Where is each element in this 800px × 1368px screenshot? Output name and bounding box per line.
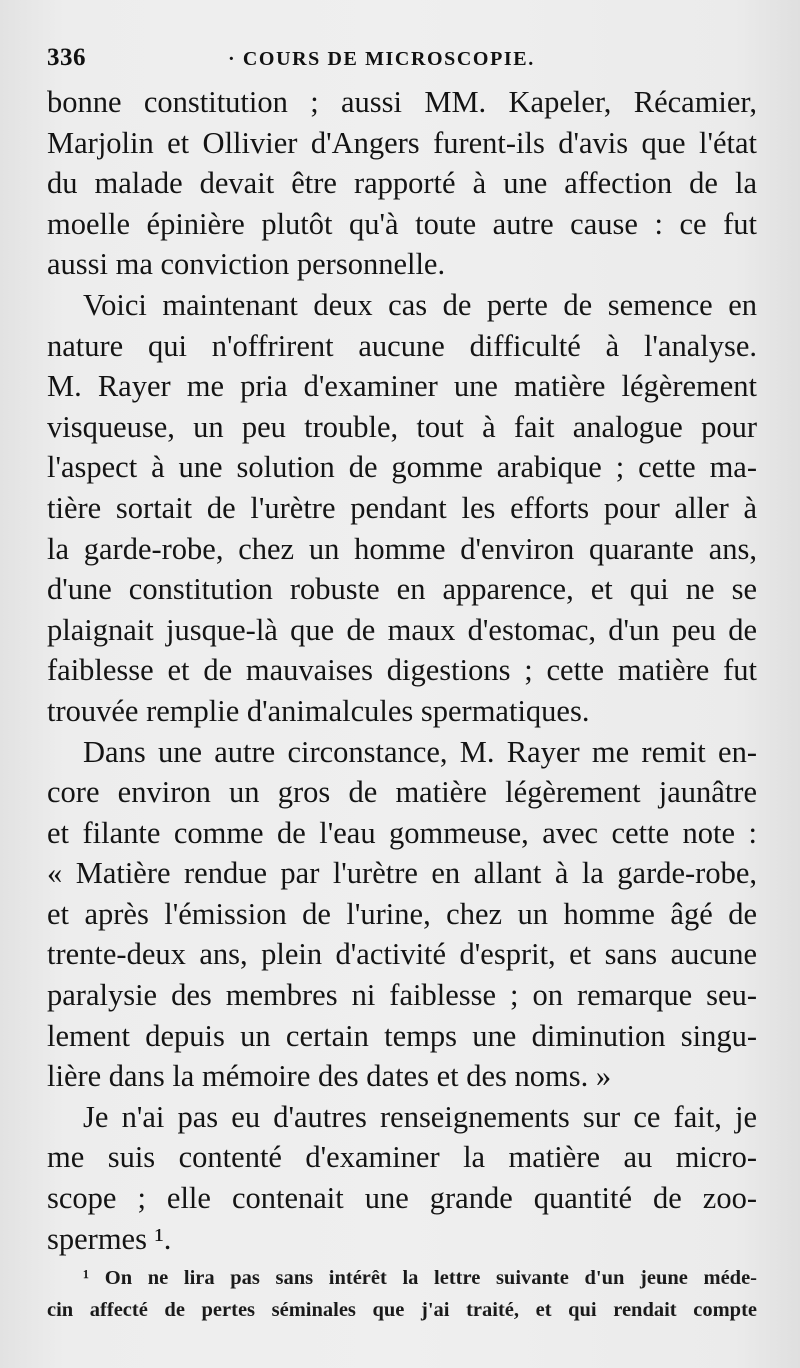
text-line: et filante comme de l'eau gommeuse, avec cette note : <box>47 815 757 850</box>
paragraph <box>47 1097 757 1259</box>
text-line: paralysie des membres ni faiblesse ; on remarque seu- <box>47 978 757 1013</box>
text-line: me suis contenté d'examiner la matière au micro- <box>47 1140 757 1175</box>
text-line: M. Rayer me pria d'examiner une matière légèrement <box>47 369 757 404</box>
paragraph <box>47 285 757 732</box>
footnote-line: cin affecté de pertes séminales que j'ai traité, et qui rendait compte <box>47 1299 757 1321</box>
text-line: plaignait jusque-là que de maux d'estomac, d'un peu de <box>47 612 757 647</box>
paragraph <box>47 82 757 285</box>
text-line: trente-deux ans, plein d'activité d'esprit, et sans aucune <box>47 937 757 972</box>
footnote <box>47 1262 757 1326</box>
text-line: Je n'ai pas eu d'autres renseignements sur ce fait, je <box>83 1099 757 1134</box>
text-line: visqueuse, un peu trouble, tout à fait analogue pour <box>47 409 757 444</box>
text-line: et après l'émission de l'urine, chez un homme âgé de <box>47 896 757 931</box>
text-line: bonne constitution ; aussi MM. Kapeler, Récamier, <box>47 85 757 119</box>
text-line: moelle épinière plutôt qu'à toute autre cause : ce fut <box>47 206 757 241</box>
page-header <box>47 44 753 76</box>
text-line: lière dans la mémoire des dates et des noms. » <box>47 1059 612 1094</box>
text-line: trouvée remplie d'animalcules spermatiques. <box>47 693 590 728</box>
text-line: Marjolin et Ollivier d'Angers furent-ils d'avis que l'état <box>47 125 757 160</box>
text-line: Voici maintenant deux cas de perte de semence en <box>83 287 757 322</box>
footnote-line: ¹ On ne lira pas sans intérêt la lettre suivante d'un jeune méde- <box>83 1267 757 1289</box>
text-line: faiblesse et de mauvaises digestions ; cette matière fut <box>47 653 757 688</box>
text-line: tière sortait de l'urètre pendant les efforts pour aller à <box>47 490 757 525</box>
text-line: Dans une autre circonstance, M. Rayer me remit en- <box>83 734 757 769</box>
paragraph <box>47 732 757 1097</box>
text-line: l'aspect à une solution de gomme arabique ; cette ma- <box>47 450 757 485</box>
text-line: spermes ¹. <box>47 1221 172 1256</box>
running-title: · COURS DE MICROSCOPIE. <box>228 48 535 70</box>
body-text <box>47 82 757 1259</box>
text-line: d'une constitution robuste en apparence, et qui ne se <box>47 572 757 607</box>
text-line: « Matière rendue par l'urètre en allant à la garde-robe, <box>47 856 757 891</box>
page-number: 336 <box>47 44 86 71</box>
text-line: core environ un gros de matière légèrement jaunâtre <box>47 775 757 810</box>
text-line: la garde-robe, chez un homme d'environ quarante ans, <box>47 531 757 566</box>
text-line: lement depuis un certain temps une diminution singu- <box>47 1018 757 1053</box>
text-line: du malade devait être rapporté à une affection de la <box>47 166 757 201</box>
text-line: aussi ma conviction personnelle. <box>47 247 446 282</box>
text-line: nature qui n'offrirent aucune difficulté à l'analyse. <box>47 328 757 363</box>
text-line: scope ; elle contenait une grande quantité de zoo- <box>47 1181 757 1216</box>
